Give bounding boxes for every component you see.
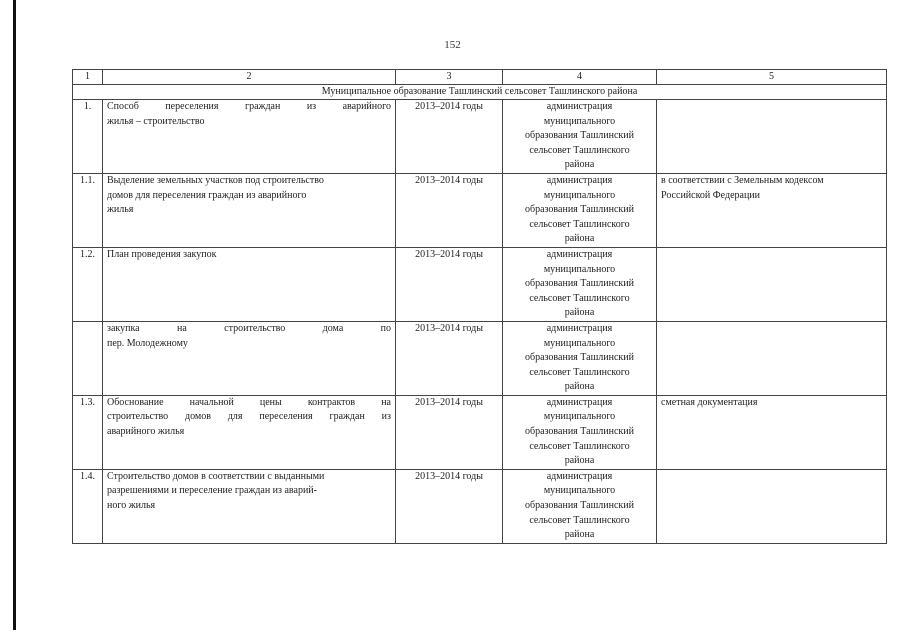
column-header: 5 bbox=[657, 70, 887, 85]
implementation-period: 2013–2014 годы bbox=[396, 469, 503, 543]
description-line: разрешениями и переселение граждан из аварий- bbox=[107, 485, 317, 497]
implementation-period: 2013–2014 годы bbox=[396, 395, 503, 469]
table-row bbox=[73, 100, 887, 174]
row-number bbox=[73, 321, 103, 395]
note-line: в соответствии с Земельным кодексом bbox=[661, 174, 824, 186]
executor-line: района bbox=[564, 529, 595, 541]
description-line: пер. Молодежному bbox=[107, 337, 188, 349]
note-cell bbox=[657, 321, 887, 395]
executor-line: муниципального bbox=[543, 263, 616, 275]
responsible-executor bbox=[503, 321, 657, 395]
executor-line: сельсовет Ташлинского bbox=[529, 218, 630, 230]
activity-description bbox=[103, 321, 396, 395]
note-line: сметная документация bbox=[661, 396, 758, 408]
description-line: Строительство домов в соответствии с выданными bbox=[107, 470, 325, 482]
executor-line: района bbox=[564, 381, 595, 393]
table-row bbox=[73, 173, 887, 247]
table-row bbox=[73, 321, 887, 395]
note-cell bbox=[657, 173, 887, 247]
responsible-executor bbox=[503, 469, 657, 543]
executor-line: сельсовет Ташлинского bbox=[529, 366, 630, 378]
executor-line: администрация bbox=[546, 396, 613, 408]
executor-line: района bbox=[564, 307, 595, 319]
description-line: План проведения закупок bbox=[107, 248, 217, 260]
implementation-period: 2013–2014 годы bbox=[396, 173, 503, 247]
executor-line: сельсовет Ташлинского bbox=[529, 514, 630, 526]
description-line: Выделение земельных участков под строительство bbox=[107, 174, 324, 186]
implementation-period: 2013–2014 годы bbox=[396, 321, 503, 395]
executor-line: образования Ташлинский bbox=[525, 278, 634, 290]
table-header-row bbox=[73, 70, 887, 85]
note-cell bbox=[657, 469, 887, 543]
executor-line: сельсовет Ташлинского bbox=[529, 440, 630, 452]
activity-description bbox=[103, 173, 396, 247]
executor-line: образования Ташлинский bbox=[525, 204, 634, 216]
executor-line: администрация bbox=[546, 248, 613, 260]
executor-line: сельсовет Ташлинского bbox=[529, 144, 630, 156]
description-line: Обоснование начальной цены контрактов на bbox=[107, 396, 391, 408]
executor-line: муниципального bbox=[543, 411, 616, 423]
executor-line: муниципального bbox=[543, 189, 616, 201]
note-cell bbox=[657, 395, 887, 469]
executor-line: администрация bbox=[546, 174, 613, 186]
executor-line: администрация bbox=[546, 322, 613, 334]
executor-line: района bbox=[564, 159, 595, 171]
description-line: закупка на строительство дома по bbox=[107, 322, 391, 334]
description-line: аварийного жилья bbox=[107, 426, 185, 438]
column-header: 2 bbox=[103, 70, 396, 85]
responsible-executor bbox=[503, 100, 657, 174]
executor-line: сельсовет Ташлинского bbox=[529, 292, 630, 304]
row-number: 1.2. bbox=[73, 247, 103, 321]
note-line: Российской Федерации bbox=[661, 189, 761, 201]
activity-description bbox=[103, 469, 396, 543]
column-header: 1 bbox=[73, 70, 103, 85]
municipality-row bbox=[73, 85, 887, 100]
description-line: ного жилья bbox=[107, 500, 156, 512]
activity-description bbox=[103, 395, 396, 469]
description-line: жилья – строительство bbox=[107, 115, 205, 127]
executor-line: образования Ташлинский bbox=[525, 500, 634, 512]
scan-edge-line bbox=[13, 0, 16, 630]
row-number: 1. bbox=[73, 100, 103, 174]
table-row bbox=[73, 247, 887, 321]
executor-line: администрация bbox=[546, 470, 613, 482]
description-line: строительство домов для переселения граждан из bbox=[107, 411, 391, 423]
table-row bbox=[73, 395, 887, 469]
program-table bbox=[72, 69, 887, 544]
executor-line: района bbox=[564, 233, 595, 245]
column-header: 3 bbox=[396, 70, 503, 85]
description-line: жилья bbox=[107, 204, 134, 216]
responsible-executor bbox=[503, 173, 657, 247]
executor-line: образования Ташлинский bbox=[525, 130, 634, 142]
row-number: 1.4. bbox=[73, 469, 103, 543]
responsible-executor bbox=[503, 247, 657, 321]
note-cell bbox=[657, 247, 887, 321]
activity-description bbox=[103, 247, 396, 321]
responsible-executor bbox=[503, 395, 657, 469]
implementation-period: 2013–2014 годы bbox=[396, 100, 503, 174]
table-row bbox=[73, 469, 887, 543]
activity-description bbox=[103, 100, 396, 174]
column-header: 4 bbox=[503, 70, 657, 85]
executor-line: района bbox=[564, 455, 595, 467]
row-number: 1.1. bbox=[73, 173, 103, 247]
row-number: 1.3. bbox=[73, 395, 103, 469]
note-cell bbox=[657, 100, 887, 174]
page-number: 152 bbox=[444, 39, 461, 51]
description-line: Способ переселения граждан из аварийного bbox=[107, 101, 391, 112]
implementation-period: 2013–2014 годы bbox=[396, 247, 503, 321]
executor-line: образования Ташлинский bbox=[525, 352, 634, 364]
executor-line: муниципального bbox=[543, 485, 616, 497]
executor-line: муниципального bbox=[543, 337, 616, 349]
executor-line: муниципального bbox=[543, 115, 616, 127]
description-line: домов для переселения граждан из аварийного bbox=[107, 189, 307, 201]
executor-line: образования Ташлинский bbox=[525, 426, 634, 438]
executor-line: администрация bbox=[546, 101, 613, 112]
municipality-title: Муниципальное образование Ташлинский сельсовет Ташлинского района bbox=[73, 85, 887, 100]
